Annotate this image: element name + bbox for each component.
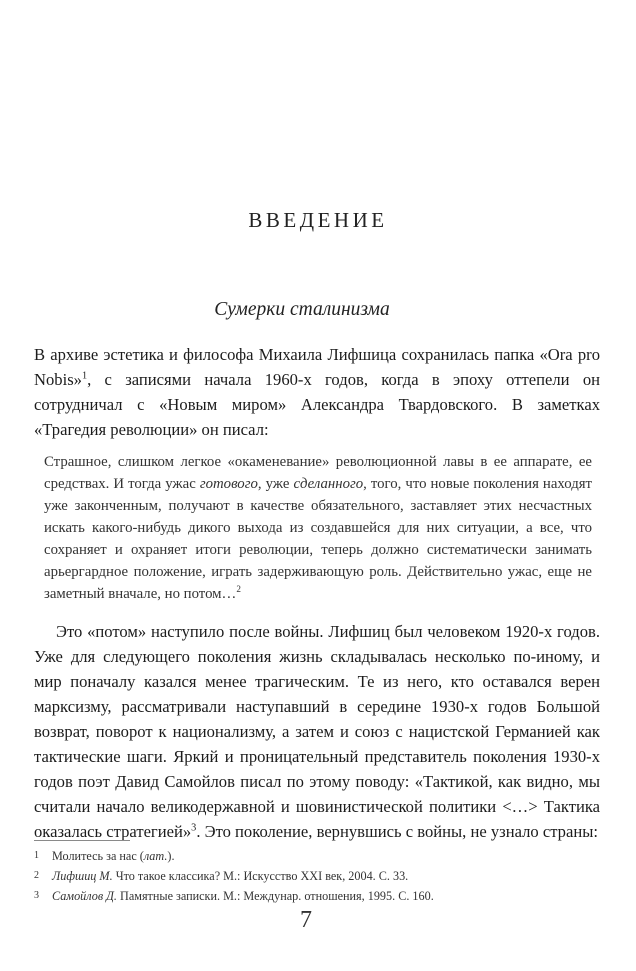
quote-text-b: , уже — [257, 476, 294, 492]
quote-emphasis-1: готового — [199, 476, 258, 492]
chapter-title: ВВЕДЕНИЕ — [248, 208, 388, 232]
footnote-ref-1: 1 — [81, 370, 88, 382]
footnotes — [34, 846, 594, 906]
footnote-3 — [34, 886, 594, 906]
paragraph-after-war-text-b: . Это поколение, вернувшись с войны, не узнало страны: — [196, 822, 598, 841]
paragraph-after-war — [34, 619, 600, 844]
quote-text-a: Страшное, слишком легкое «окаменевание» революционной лавы в ее аппарате, ее средствах. И тогда ужас — [44, 454, 592, 492]
footnote-divider — [34, 840, 130, 841]
footnote-text: Молитесь за нас ( — [52, 849, 144, 863]
footnote-author: Самойлов Д. — [52, 889, 117, 903]
quote-text-c: , того, что новые поколения находят уже законченным, получают в качестве обязательного, заставляет этих несчастных искать какого-нибудь дикого выхода из создавшейся для них ситуации, а все, что сохраняет и охраняет итоги революции, теперь должно систематически занимать арьергардное положение, играть задерживающую роль. Действительно ужас, еще не заметный вначале, но потом… — [44, 476, 593, 602]
section-title: Сумерки сталинизма — [214, 299, 390, 320]
footnote-mark: 2 — [34, 870, 39, 881]
paragraph-intro — [34, 342, 600, 442]
footnote-text: Памятные записки. М.: Междунар. отношения, 1995. С. 160. — [116, 889, 434, 903]
paragraph-after-war-text-a: Это «потом» наступило после войны. Лифшиц был человеком 1920-х годов. Уже для следующего поколения жизнь складывалась несколько по-иному, и мир поначалу казался менее трагическим. Те из него, кто оставался верен марксизму, рассматривали наступавший в середине 1930-х годов Большой возврат, поворот к национализму, а затем и союз с нацистской Германией как тактические шаги. Яркий и проницательный представитель поколения 1930-х годов поэт Давид Самойлов писал по этому поводу: «Тактикой, как видно, мы считали начало великодержавной и шовинистической политики <…> Тактика оказалась стратегией» — [34, 622, 600, 841]
footnote-2 — [34, 866, 594, 886]
footnote-mark: 3 — [34, 890, 39, 901]
footnote-ref-3: 3 — [191, 822, 197, 834]
paragraph-intro-text-a: В архиве эстетика и философа Михаила Лифшица сохранилась папка «Ora pro Nobis» — [34, 345, 600, 389]
footnote-tail: ). — [167, 849, 175, 863]
footnote-ref-2: 2 — [236, 584, 241, 595]
footnote-emphasis: лат. — [143, 849, 168, 863]
quote-emphasis-2: сделанного — [293, 476, 364, 492]
footnote-author: Лифшиц М. — [52, 869, 113, 883]
footnote-mark: 1 — [34, 850, 39, 861]
paragraph-intro-text-b: , с записями начала 1960-х годов, когда в эпоху оттепели он сотрудничал с «Новым миром» Александра Твардовского. В заметках «Трагедия революции» он писал: — [34, 370, 600, 439]
block-quote — [44, 451, 592, 605]
page-number: 7 — [300, 907, 312, 933]
footnote-text: Что такое классика? М.: Искусство XXI век, 2004. С. 33. — [112, 869, 409, 883]
footnote-1 — [34, 846, 594, 866]
